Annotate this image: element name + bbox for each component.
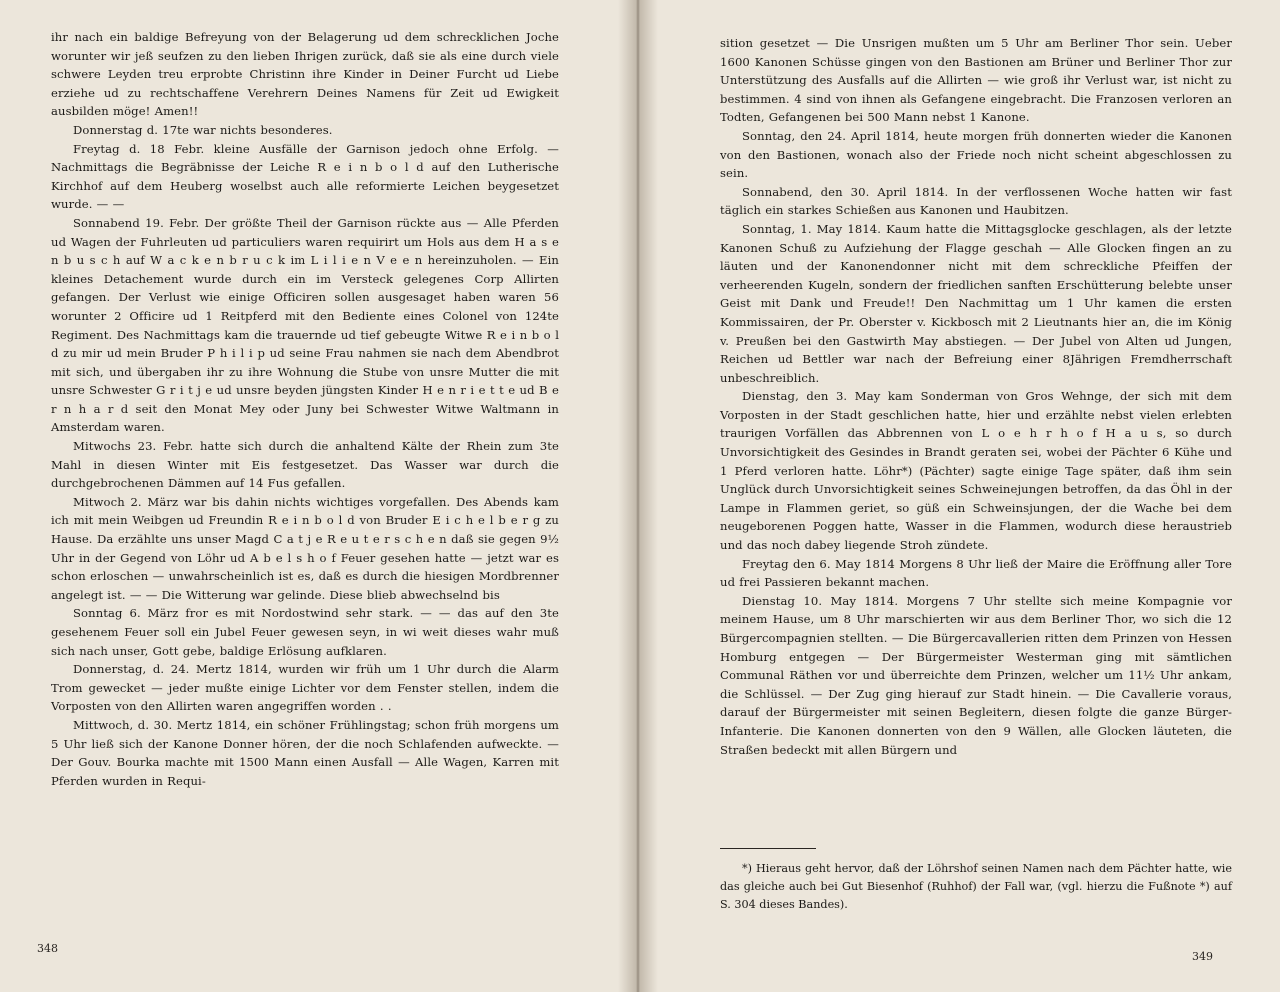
paragraph: Donnerstag d. 17te war nichts besonderes. — [73, 122, 333, 137]
footnote-divider — [720, 848, 816, 849]
paragraph: Sonntag 6. März fror es mit Nordostwind sehr stark. — — das auf den 3te gesehenem Feuer soll ein Jubel Feuer gewesen seyn, in wi weit dieses wahr muß sich nach unser, Gott gebe, baldige Erlösung aufklaren. — [51, 606, 559, 658]
paragraph: Dienstag 10. May 1814. Morgens 7 Uhr stellte sich meine Kompagnie vor meinem Hause, um 8 Uhr marschierten wir aus dem Berliner Thor, wo sich die 12 Bürgercompagnien stellten. — Die Bürgercavallerien ritten dem Prinzen von Hessen Homburg entgegen — Der Bürgermeister Westerman ging mit sämtlichen Communal Räthen vor und überreichte dem Prinzen, welcher um 11½ Uhr ankam, die Schlüssel. — Der Zug ging hierauf zur Stadt hinein. — Die Cavallerie voraus, darauf der Bürgermeister mit seinen Begleitern, diesen folgte die ganze Bürger-Infanterie. Die Kanonen donnerten von den 9 Wällen, alle Glocken läuteten, die Straßen bedeckt mit allen Bürgern und — [720, 593, 1232, 757]
paragraph: Freytag d. 18 Febr. kleine Ausfälle der Garnison jedoch ohne Erfolg. — Nachmittags die Begräbnisse der Leiche R e i n b o l d auf den Lutherische Kirchhof auf dem Heuberg woselbst auch alle reformierte Leichen beygesetzet wurde. — — — [51, 141, 559, 212]
right-page — [636, 0, 1280, 992]
paragraph: Donnerstag, d. 24. Mertz 1814, wurden wir früh um 1 Uhr durch die Alarm Trom gewecket — jeder mußte einige Lichter vor dem Fenster stellen, indem die Vorposten von den Allirten waren angegriffen worden . . — [51, 662, 559, 714]
paragraph: Sonntag, 1. May 1814. Kaum hatte die Mittagsglocke geschlagen, als der letzte Kanonen Schuß zu Aufziehung der Flagge geschah — Alle Glocken fingen an zu läuten und der Kanonendonner nicht mit dem schreckliche Pfeiffen der verheerenden Kugeln, sondern der friedlichen sanften Erschütterung belebte unser Geist mit Dank und Freude!! Den Nachmittag um 1 Uhr kamen die ersten Kommissairen, der Pr. Oberster v. Kickbosch mit 2 Lieutnants hier an, die im König v. Preußen bei den Gastwirth May abstiegen. — Der Jubel von Alten ud Jungen, Reichen ud Bettler war nach der Befreiung einer 8Jährigen Fremdherrschaft unbeschreiblich. — [720, 221, 1232, 385]
left-page — [0, 0, 636, 992]
paragraph: Sonnabend 19. Febr. Der größte Theil der Garnison rückte aus — Alle Pferden ud Wagen der Fuhrleuten ud particuliers waren requirirt um Hols aus dem H a s e n b u s c h auf W a c k e n b r u c k im L i l i e n V e e n hereinzuholen. — Ein kleines Detachement wurde durch ein im Versteck gelegenes Corp Allirten gefangen. Der Verlust wie einige Officiren sollen ausgesaget haben waren 56 worunter 2 Officire ud 1 Reitpferd mit den Bediente eines Colonel von 124te Regiment. Des Nachmittags kam die trauernde ud tief gebeugte Witwe R e i n b o l d zu mir ud mein Bruder P h i l i p ud seine Frau nahmen sie nach dem Abendbrot mit sich, und übergaben ihr zu ihre Wohnung die Stube von unsre Mutter die mit unsre Schwester G r i t j e ud unsre beyden jüngsten Kinder H e n r i e t t e ud B e r n h a r d seit den Monat Mey oder Juny bei Schwester Witwe Waltmann in Amsterdam waren. — [51, 215, 559, 435]
paragraph: Mitwochs 23. Febr. hatte sich durch die anhaltend Kälte der Rhein zum 3te Mahl in diesen Winter mit Eis festgesetzet. Das Wasser war durch die durchgebrochenen Dämmen auf 14 Fus gefallen. — [51, 439, 559, 491]
paragraph: Sonntag, den 24. April 1814, heute morgen früh donnerten wieder die Kanonen von den Bastionen, wonach also der Friede noch nicht scheint abgeschlossen zu sein. — [720, 128, 1232, 181]
page-number-left: 348 — [37, 942, 58, 955]
paragraph: Freytag den 6. May 1814 Morgens 8 Uhr ließ der Maire die Eröffnung aller Tore ud frei Passieren bekannt machen. — [720, 556, 1232, 590]
paragraph: Mittwoch, d. 30. Mertz 1814, ein schöner Frühlingstag; schon früh morgens um 5 Uhr ließ sich der Kanone Donner hören, der die noch Schlafenden aufweckte. — Der Gouv. Bourka machte mit 1500 Mann einen Ausfall — Alle Wagen, Karren mit Pferden wurden in Requi- — [51, 717, 559, 788]
paragraph: ihr nach ein baldige Befreyung von der Belagerung ud dem schrecklichen Joche worunter wir jeß seufzen zu den lieben Ihrigen zurück, daß sie als eine durch viele schwere Leyden treu erprobte Christinn ihre Kinder in Deiner Furcht ud Liebe erziehe ud zu rechtschaffene Verehrern Deines Namens für Zeit ud Ewigkeit ausbilden möge! Amen!! — [51, 30, 559, 119]
paragraph: Sonnabend, den 30. April 1814. In der verflossenen Woche hatten wir fast täglich ein starkes Schießen aus Kanonen und Haubitzen. — [720, 184, 1232, 218]
paragraph: Dienstag, den 3. May kam Sonderman von Gros Wehnge, der sich mit dem Vorposten in der Stadt geschlichen hatte, hier und erzählte nebst vielen erlebten traurigen Vorfällen das Abbrennen von L o e h r h o f H a u s, so durch Unvorsichtigkeit des Gesindes in Brandt geraten sei, wobei der Pächter 6 Kühe und 1 Pferd verloren hatte. Löhr*) (Pächter) sagte einige Tage später, daß ihm sein Unglück durch Unvorsichtigkeit seines Schweinejungen betroffen, da das Öhl in der Lampe in Flammen geriet, so güß ein Schweinsjungen, der die Wache bei dem neugeborenen Poggen hatte, Wasser in die Flammen, wodurch diese heraustrieb und das noch dabey liegende Stroh zündete. — [720, 389, 1232, 553]
paragraph: sition gesetzet — Die Unsrigen mußten um 5 Uhr am Berliner Thor sein. Ueber 1600 Kanonen Schüsse gingen von den Bastionen am Brüner und Berliner Thor zur Unterstützung des Ausfalls auf die Allirten — wie groß ihr Verlust war, ist nicht zu bestimmen. 4 sind von ihnen als Gefangene eingebracht. Die Franzosen verloren an Todten, Gefangenen bei 500 Mann nebst 1 Kanone. — [720, 36, 1232, 125]
paragraph: Mitwoch 2. März war bis dahin nichts wichtiges vorgefallen. Des Abends kam ich mit mein Weibgen ud Freundin R e i n b o l d von Bruder E i c h e l b e r g zu Hause. Da erzählte uns unser Magd C a t j e R e u t e r s c h e n daß sie gegen 9½ Uhr in der Gegend von Löhr ud A b e l s h o f Feuer gesehen hatte — jetzt war es schon erloschen — unwahrscheinlich ist es, daß es durch die hiesigen Mordbrenner angelegt ist. — — Die Witterung war gelinde. Diese blieb abwechselnd bis — [51, 494, 559, 602]
footnote: *) Hieraus geht hervor, daß der Löhrshof seinen Namen nach dem Pächter hatte, wie das gleiche auch bei Gut Biesenhof (Ruhhof) der Fall war, (vgl. hierzu die Fußnote *) auf S. 304 dieses Bandes). — [720, 862, 1232, 911]
left-page-text — [51, 28, 559, 790]
right-page-text — [720, 34, 1232, 759]
page-number-right: 349 — [1192, 950, 1213, 963]
